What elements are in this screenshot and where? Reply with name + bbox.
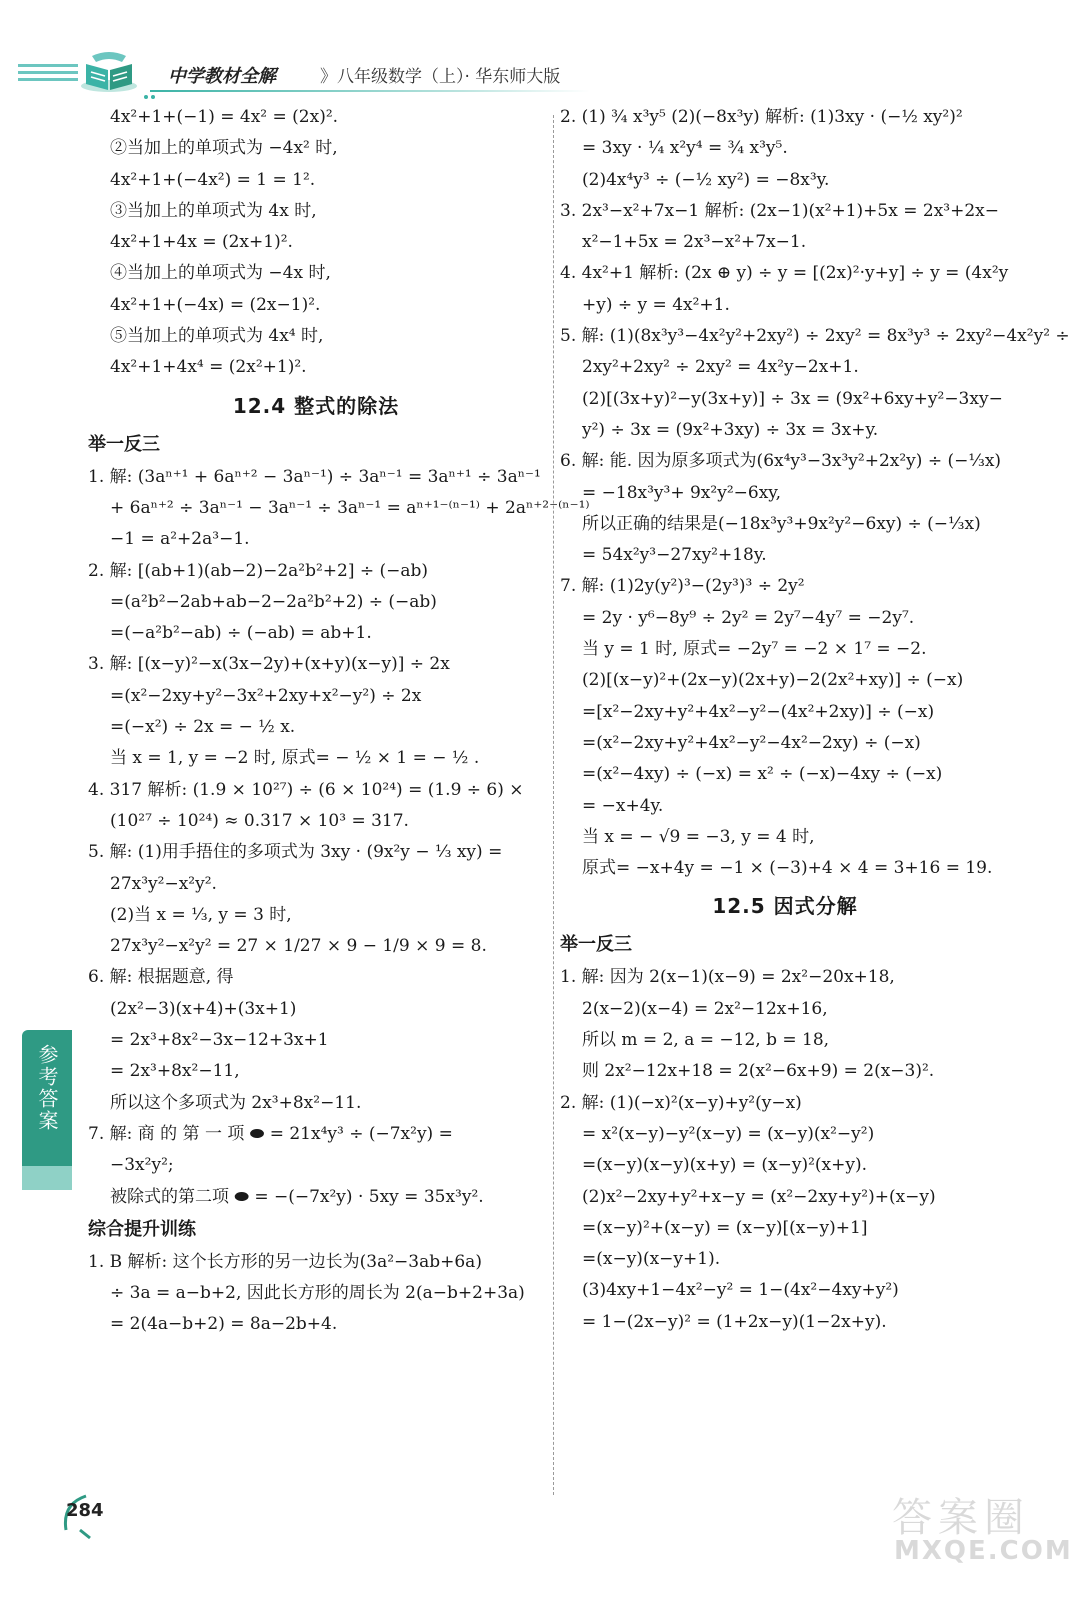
answer-line: 当 x = − √9 = −3, y = 4 时, (582, 826, 815, 847)
answer-line: =(x²−2xy+y²+4x²−y²−4x²−2xy) ÷ (−x) (582, 732, 921, 753)
answer-line: 4x²+1+4x⁴ = (2x²+1)². (110, 357, 307, 378)
answer-line: (2)[(3x+y)²−y(3x+y)] ÷ 3x = (9x²+6xy+y²−3xy− (582, 388, 1003, 409)
answer-line: =(x−y)(x−y+1). (582, 1249, 721, 1270)
answer-line: x²−1+5x = 2x³−x²+7x−1. (582, 232, 807, 253)
answer-line: =[x²−2xy+y²+4x²−y²−(4x²+2xy)] ÷ (−x) (582, 701, 935, 722)
right-column (560, 102, 1070, 1338)
section-title: 12.5 因式分解 (712, 894, 858, 919)
answer-line: = 2(4a−b+2) = 8a−2b+4. (110, 1314, 338, 1335)
answer-line: 5. 解: (1)用手捂住的多项式为 3xy · (9x²y − ⅓ xy) = (88, 842, 503, 863)
answer-line: (10²⁷ ÷ 10²⁴) ≈ 0.317 × 10³ = 317. (110, 810, 409, 831)
answer-line: 当 y = 1 时, 原式= −2y⁷ = −2 × 1⁷ = −2. (582, 639, 927, 660)
side-tab-label: 参考答案 (35, 1044, 59, 1132)
watermark-url: MXQE.COM (894, 1536, 1073, 1566)
answer-line: 4x²+1+(−4x) = (2x−1)². (110, 294, 321, 315)
answer-line: 被除式的第二项 ⬬ = −(−7x²y) · 5xy = 35x³y². (110, 1186, 484, 1207)
answer-line: (2)4x⁴y³ ÷ (−½ xy²) = −8x³y. (582, 169, 830, 190)
answer-line: =(x−y)(x−y)(x+y) = (x−y)²(x+y). (582, 1155, 868, 1176)
answer-line: 2(x−2)(x−4) = 2x²−12x+16, (582, 998, 828, 1019)
book-title: 中学教材全解 (168, 66, 276, 87)
answer-line: 3. 解: [(x−y)²−x(3x−2y)+(x+y)(x−y)] ÷ 2x (88, 654, 450, 675)
answer-line: +y) ÷ y = 4x²+1. (582, 294, 730, 315)
header-stripes (18, 64, 78, 86)
watermark-text: 答案圈 (892, 1495, 1030, 1541)
answer-line: = −18x³y³+ 9x²y²−6xy, (582, 482, 782, 503)
answer-line: 3. 2x³−x²+7x−1 解析: (2x−1)(x²+1)+5x = 2x³+2x− (560, 200, 999, 221)
answer-line: 4. 317 解析: (1.9 × 10²⁷) ÷ (6 × 10²⁴) = (1.9 ÷ 6) × (88, 779, 524, 800)
answer-line: = 3xy · ¼ x²y⁴ = ¾ x³y⁵. (582, 138, 788, 159)
answer-line: 4x²+1+(−1) = 4x² = (2x)². (110, 107, 339, 127)
page-number: 284 (66, 1500, 104, 1521)
answer-line: 1. B 解析: 这个长方形的另一边长为(3a²−3ab+6a) (88, 1251, 482, 1272)
answer-line: 4. 4x²+1 解析: (2x ⊕ y) ÷ y = [(2x)²·y+y] ÷ y = (4x²y (560, 263, 1009, 284)
watermark (892, 1486, 1072, 1586)
answer-line: (2)[(x−y)²+(2x−y)(2x+y)−2(2x²+xy)] ÷ (−x) (582, 670, 964, 691)
answer-line: 2. (1) ¾ x³y⁵ (2)(−8x³y) 解析: (1)3xy · (−½ xy²)² (560, 107, 963, 127)
answer-line: = 2y · y⁶−8y⁹ ÷ 2y² = 2y⁷−4y⁷ = −2y⁷. (582, 607, 915, 628)
answer-line: ÷ 3a = a−b+2, 因此长方形的周长为 2(a−b+2+3a) (110, 1283, 525, 1304)
subsection-title: 举一反三 (88, 433, 160, 455)
answer-line: ②当加上的单项式为 −4x² 时, (110, 138, 338, 159)
answer-line: 原式= −x+4y = −1 × (−3)+4 × 4 = 3+16 = 19. (582, 858, 993, 879)
subsection-title: 举一反三 (560, 934, 632, 956)
answer-line: ③当加上的单项式为 4x 时, (110, 200, 317, 221)
answer-line: = 54x²y³−27xy²+18y. (582, 545, 767, 566)
header-rule (150, 90, 590, 92)
answer-line: −1 = a²+2a³−1. (110, 529, 250, 550)
answer-line: 7. 解: (1)2y(y²)³−(2y³)³ ÷ 2y² (560, 576, 805, 597)
answer-line: (3)4xy+1−4x²−y² = 1−(4x²−4xy+y²) (582, 1280, 899, 1301)
answer-line: 2xy²+2xy² ÷ 2xy² = 4x²y−2x+1. (582, 357, 859, 378)
header-dots (144, 84, 158, 104)
answer-line: 4x²+1+4x = (2x+1)². (110, 232, 293, 253)
answer-line: 2. 解: [(ab+1)(ab−2)−2a²b²+2] ÷ (−ab) (88, 560, 429, 581)
answer-line: (2)当 x = ⅓, y = 3 时, (110, 904, 292, 925)
left-column (88, 102, 590, 1341)
answer-line: 则 2x²−12x+18 = 2(x²−6x+9) = 2(x−3)². (582, 1061, 935, 1082)
answer-line: 6. 解: 能. 因为原多项式为(6x⁴y³−3x³y²+2x²y) ÷ (−⅓x) (560, 451, 1002, 472)
answer-line: 27x³y²−x²y² = 27 × 1/27 × 9 − 1/9 × 9 = 8. (110, 936, 487, 957)
answer-line: 所以正确的结果是(−18x³y³+9x²y²−6xy) ÷ (−⅓x) (582, 513, 981, 534)
answer-line: =(x−y)²+(x−y) = (x−y)[(x−y)+1] (582, 1217, 868, 1238)
section-title: 12.4 整式的除法 (232, 393, 400, 418)
answer-line: = 1−(2x−y)² = (1+2x−y)(1−2x+y). (582, 1311, 887, 1332)
answer-line: 当 x = 1, y = −2 时, 原式= − ½ × 1 = − ½ . (110, 748, 480, 769)
answer-line: = x²(x−y)−y²(x−y) = (x−y)(x²−y²) (582, 1123, 875, 1144)
answer-line: =(x²−2xy+y²−3x²+2xy+x²−y²) ÷ 2x (110, 685, 422, 706)
column-divider (553, 115, 554, 1495)
answer-line: = 2x³+8x²−11, (110, 1061, 240, 1082)
answer-line: 5. 解: (1)(8x³y³−4x²y²+2xy²) ÷ 2xy² = 8x³y³ ÷ 2xy²−4x²y² ÷ (560, 326, 1070, 347)
answer-line: 1. 解: (3aⁿ⁺¹ + 6aⁿ⁺² − 3aⁿ⁻¹) ÷ 3aⁿ⁻¹ = 3aⁿ⁺¹ ÷ 3aⁿ⁻¹ (88, 466, 541, 487)
side-tab-base (22, 1166, 72, 1190)
answer-line: = 2x³+8x²−3x−12+3x+1 (110, 1030, 329, 1051)
answer-line: ⑤当加上的单项式为 4x⁴ 时, (110, 326, 324, 347)
answer-line: = −x+4y. (582, 795, 664, 816)
answer-line: 1. 解: 因为 2(x−1)(x−9) = 2x²−20x+18, (560, 967, 895, 988)
answer-line: 27x³y²−x²y². (110, 873, 217, 894)
answer-line: 4x²+1+(−4x²) = 1 = 1². (110, 169, 316, 190)
answer-line: 7. 解: 商 的 第 一 项 ⬬ = 21x⁴y³ ÷ (−7x²y) = (88, 1123, 453, 1144)
book-logo-icon (78, 50, 140, 94)
answer-line: =(−x²) ÷ 2x = − ½ x. (110, 717, 296, 738)
answer-line: + 6aⁿ⁺² ÷ 3aⁿ⁻¹ − 3aⁿ⁻¹ ÷ 3aⁿ⁻¹ = aⁿ⁺¹⁻⁽ⁿ⁻¹⁾ + 2aⁿ⁺²⁻⁽ⁿ⁻¹⁾ (110, 497, 590, 518)
answer-line: 所以 m = 2, a = −12, b = 18, (582, 1030, 830, 1051)
answer-line: (2)x²−2xy+y²+x−y = (x²−2xy+y²)+(x−y) (582, 1186, 936, 1207)
answer-line: −3x²y²; (110, 1155, 174, 1176)
answer-line: 2. 解: (1)(−x)²(x−y)+y²(y−x) (560, 1092, 802, 1113)
answer-line: (2x²−3)(x+4)+(3x+1) (110, 998, 297, 1019)
subsection-title: 综合提升训练 (88, 1218, 196, 1240)
answer-line: 所以这个多项式为 2x³+8x²−11. (110, 1092, 362, 1113)
answer-line: =(−a²b²−ab) ÷ (−ab) = ab+1. (110, 623, 372, 644)
answer-line: =(a²b²−2ab+ab−2−2a²b²+2) ÷ (−ab) (110, 591, 437, 612)
answer-line: 6. 解: 根据题意, 得 (88, 967, 234, 988)
book-subtitle: 》八年级数学（上）· 华东师大版 (320, 67, 561, 87)
answer-line: y²) ÷ 3x = (9x²+3xy) ÷ 3x = 3x+y. (582, 419, 879, 440)
page-header (0, 0, 1092, 100)
answer-line: =(x²−4xy) ÷ (−x) = x² ÷ (−x)−4xy ÷ (−x) (582, 764, 943, 785)
answer-line: ④当加上的单项式为 −4x 时, (110, 263, 331, 284)
